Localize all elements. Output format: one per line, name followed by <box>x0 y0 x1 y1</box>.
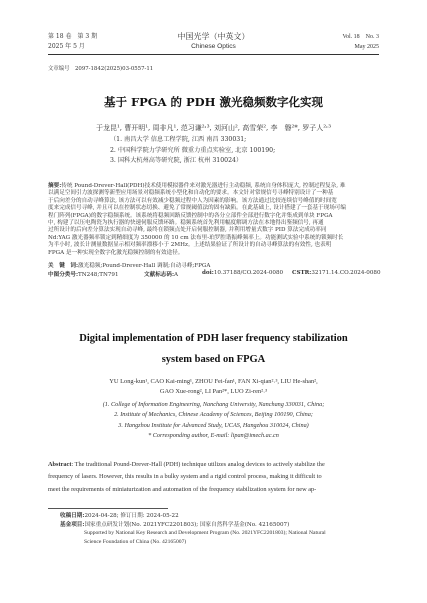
authors-en <box>0 377 427 397</box>
article-number: 文章编号 2097-1842(2025)03-0557-11 <box>48 66 154 72</box>
abstract-en-label: Abstract <box>48 461 72 468</box>
journal-title-cn: 中国光学（中英文） <box>177 32 250 41</box>
abstract-cn <box>48 183 379 257</box>
fund-en-line: Supported by National Key Research and Development Program (No. 2021YFC2201803); National Natural <box>84 530 326 537</box>
affiliation-cn-3: 3. 国科大杭州高等研究院, 浙江 杭州 310024） <box>110 157 243 164</box>
abstract-en <box>48 459 379 496</box>
authors-en-line: GAO Xue-rong², LI Pan²*, LUO Zi-ren²˒³ <box>159 388 268 395</box>
abstract-cn-line: 中, 构建了以压电陶瓷为执行器的快速伺服反馈环路。稳频系统首先利用幅度解调方法在本地得出鉴频信号, 再通 <box>48 220 324 227</box>
title-en-line: Digital implementation of PDH laser frequency stabilization <box>79 333 348 344</box>
fund-en-line: Science Foundation of China (No. 42165007) <box>84 538 187 545</box>
abstract-cn-line: 于后向差分的自动寻峰算法, 该方法可以有效减少稳频过程中人为因素的影响。该方法通过比较连续信号峰值的时间宽 <box>48 197 337 204</box>
volume-issue-en: Vol. 18 No. 3 <box>342 34 379 40</box>
abstract-en-line: meet the requirements of miniaturization and automation of the frequency stabilization system for new ap- <box>48 485 317 493</box>
affiliations-cn <box>110 135 360 167</box>
title-cn: 基于 FPGA 的 PDH 激光稳频数字化实现 <box>103 95 324 109</box>
authors-en-line: YU Long-kun¹, CAO Kai-ming¹, ZHOU Fei-fan¹, FAN Xi-qian²˒³, LIU He-shan², <box>109 378 318 385</box>
keywords-cn-text: 激光稳频;Pound-Drever-Hall 调制;自动寻峰;FPGA <box>78 263 211 269</box>
affiliations-en <box>0 400 427 442</box>
title-en <box>0 331 427 367</box>
header-rule <box>48 54 379 55</box>
abstract-cn-line: 程门阵列(FPGA)的数字稳频系统。该系统将稳频回路反馈控制中的各分立部件全部进行数字化并集成到单块 FPGA <box>48 212 333 219</box>
doi-label: doi: <box>202 270 214 276</box>
fund-label: 基金项目: <box>60 521 85 528</box>
abstract-cn-line: 以满足空间引力波探测等新型应用场景对稳频系统小型化和自动化的要求。本文针对常规信号寻峰特别设计了一种基 <box>48 190 334 197</box>
title-en-line: system based on FPGA <box>161 354 266 365</box>
clc-label: 中图分类号: <box>48 272 79 278</box>
abstract-en-line: : The traditional Pound-Drever-Hall (PDH) technique utilizes analog devices to actively stabilize the <box>71 461 325 468</box>
affiliation-en-1: (1. College of Information Engineering, Nanchang University, Nanchang 330031, China; <box>102 401 325 408</box>
volume-issue-cn: 第 18 卷 第 3 期 <box>48 33 98 40</box>
fund-cn: 国家重点研发计划(No. 2021YFC2201803); 国家自然科学基金(No. 42165007) <box>84 521 290 528</box>
abstract-cn-line: 传统 Pound-Drever-Hall(PDH)技术使用模拟器件来对激光器进行主动稳频, 系统自身体积庞大, 控制过程复杂, 难 <box>61 183 346 189</box>
authors-cn: 于龙昆¹, 曹开明¹, 周非凡¹, 范习谦²˒³, 刘河山², 高雪荣², 李 磐²*, 罗子人²˒³ <box>95 124 331 132</box>
doc-code-value: A <box>174 272 179 278</box>
abstract-cn-line: 为半小时, 波长计测量数据显示相对频率漂移小于 2MHz。上述结果验证了所设计的自动寻峰算法的有效性, 也表明 <box>48 242 332 249</box>
received-label: 收稿日期: <box>60 513 85 519</box>
affiliation-cn-2: 2. 中国科学院力学研究所 微重力重点实验室, 北京 100190; <box>110 146 276 154</box>
abstract-cn-line: FPGA 是一种实现全数字化激光稳频控制的有效途径。 <box>48 249 184 256</box>
received-dates: 2024-04-28; 修订日期: 2024-05-22 <box>84 513 179 519</box>
keywords-cn-label: 关 键 词: <box>48 263 79 269</box>
abstract-en-line: frequency of lasers. However, this results in a bulky system and a rigid control process, making it difficult to <box>48 473 322 481</box>
abstract-cn-line: 度来完成信号寻峰, 并且可以在控制状态切换、避免了常规阈值法的固有缺陷。在此基础上, 设计搭建了一套基于现场可编 <box>48 205 346 212</box>
affiliation-cn-1: （1. 南昌大学 信息工程学院, 江西 南昌 330031; <box>110 136 247 143</box>
affiliation-en-3: 3. Hangzhou Institute for Advanced Study, UCAS, Hangzhou 310024, China) <box>118 421 309 429</box>
affiliation-en-2: 2. Institute of Mechanics, Chinese Academy of Sciences, Beijing 100190, China; <box>114 411 313 419</box>
date-cn: 2025 年 5 月 <box>48 43 85 50</box>
cstr-value: 32171.14.CO.2024-0080 <box>311 270 381 276</box>
cstr-label: CSTR: <box>292 270 312 276</box>
date-en: May 2025 <box>354 44 379 50</box>
keywords-cn <box>48 261 210 269</box>
clc-value: TN248;TN791 <box>78 272 119 278</box>
footnote-rule <box>48 508 168 509</box>
corresponding-author: * Corresponding author, E-mail: lipan@imech.ac.cn <box>148 432 279 440</box>
doc-code-label: 文献标志码: <box>144 272 175 278</box>
journal-title-en: Chinese Optics <box>191 43 236 50</box>
abstract-cn-line: Nd:YAG 激光器频率锁定到精细度为 350000 的 10 cm 法布里-珀罗腔谐振峰频率上。功能测试实验中系统的锁频时长 <box>48 234 344 241</box>
doi-value: 10.37188/CO.2024-0080 <box>213 270 284 276</box>
abstract-cn-line: 过所设计的后向差分算法实现自动寻峰, 最终在锁频点处开启伺服控制器, 并利用增量式数字 PID 算法完成功率同 <box>48 227 327 234</box>
footnotes <box>60 512 380 546</box>
abstract-cn-label: 摘要: <box>48 183 62 189</box>
